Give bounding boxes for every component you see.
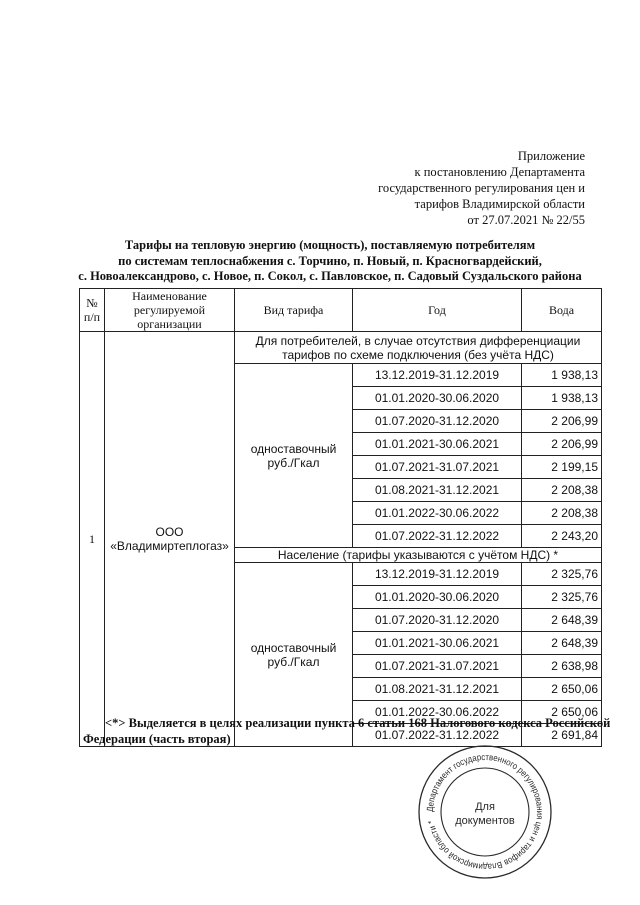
period-cell: 01.01.2022-30.06.2022: [353, 502, 522, 525]
value-cell: 2 648,39: [522, 609, 602, 632]
period-cell: 01.01.2022-30.06.2022: [353, 701, 522, 724]
footnote-line-1: <*> Выделяется в целях реализации пункта 6 статьи 168 Налогового кодекса Российской: [105, 716, 611, 730]
table-header-row: [80, 289, 602, 332]
value-cell: 2 206,99: [522, 410, 602, 433]
section1-tariff-type: одноставочный руб./Гкал: [235, 364, 353, 548]
appendix-line: государственного регулирования цен и: [378, 181, 585, 195]
section2-title: Население (тарифы указываются с учётом НДС) *: [235, 548, 602, 563]
value-cell: 2 638,98: [522, 655, 602, 678]
footnote-line-2: Федерации (часть вторая): [83, 732, 231, 746]
value-cell: 1 938,13: [522, 364, 602, 387]
value-cell: 2 206,99: [522, 433, 602, 456]
period-cell: 01.07.2021-31.07.2021: [353, 655, 522, 678]
row-number: 1: [80, 332, 105, 747]
period-cell: 01.07.2022-31.12.2022: [353, 724, 522, 747]
value-cell: 2 691,84: [522, 724, 602, 747]
tariff-table: [79, 288, 602, 747]
value-cell: 2 199,15: [522, 456, 602, 479]
value-cell: 2 650,06: [522, 678, 602, 701]
stamp-center-line-1: Для: [475, 801, 495, 813]
period-cell: 01.01.2021-30.06.2021: [353, 632, 522, 655]
org-name: ООО «Владимиртеплогаз»: [105, 332, 235, 747]
header-org: Наименование регулируемой организации: [105, 289, 235, 332]
period-cell: 01.07.2022-31.12.2022: [353, 525, 522, 548]
value-cell: 2 648,39: [522, 632, 602, 655]
title-line: с. Новоалександрово, с. Новое, п. Сокол, с. Павловское, п. Садовый Суздальского района: [78, 269, 582, 283]
appendix-line: от 27.07.2021 № 22/55: [467, 213, 585, 227]
period-cell: 01.01.2021-30.06.2021: [353, 433, 522, 456]
value-cell: 2 325,76: [522, 563, 602, 586]
period-cell: 01.07.2020-31.12.2020: [353, 609, 522, 632]
header-type: Вид тарифа: [235, 289, 353, 332]
header-year: Год: [353, 289, 522, 332]
document-title: [60, 238, 600, 285]
value-cell: 1 938,13: [522, 387, 602, 410]
period-cell: 13.12.2019-31.12.2019: [353, 364, 522, 387]
appendix-line: к постановлению Департамента: [414, 165, 585, 179]
period-cell: 01.01.2020-30.06.2020: [353, 387, 522, 410]
period-cell: 01.07.2021-31.07.2021: [353, 456, 522, 479]
title-line: по системам теплоснабжения с. Торчино, п. Новый, п. Красногвардейский,: [118, 253, 542, 268]
section2-tariff-type: одноставочный руб./Гкал: [235, 563, 353, 747]
value-cell: 2 208,38: [522, 479, 602, 502]
stamp-center-line-2: документов: [455, 815, 515, 827]
header-num: № п/п: [80, 289, 105, 332]
section1-title: Для потребителей, в случае отсутствия дифференциации тарифов по схеме подключения (без учёта НДС): [235, 332, 602, 364]
period-cell: 01.08.2021-31.12.2021: [353, 479, 522, 502]
value-cell: 2 243,20: [522, 525, 602, 548]
stamp-ring-text: Департамент государственного регулирования цен и тарифов Владимирской области *: [424, 751, 546, 873]
value-cell: 2 650,06: [522, 701, 602, 724]
header-water: Вода: [522, 289, 602, 332]
appendix-line: тарифов Владимирской области: [414, 197, 585, 211]
period-cell: 01.08.2021-31.12.2021: [353, 678, 522, 701]
period-cell: 13.12.2019-31.12.2019: [353, 563, 522, 586]
appendix-line: Приложение: [517, 149, 585, 163]
appendix-block: [378, 148, 585, 228]
value-cell: 2 325,76: [522, 586, 602, 609]
value-cell: 2 208,38: [522, 502, 602, 525]
period-cell: 01.01.2020-30.06.2020: [353, 586, 522, 609]
section1-header-row: [80, 332, 602, 364]
stamp: [415, 742, 555, 882]
period-cell: 01.07.2020-31.12.2020: [353, 410, 522, 433]
title-line: Тарифы на тепловую энергию (мощность), поставляемую потребителям: [124, 238, 536, 252]
